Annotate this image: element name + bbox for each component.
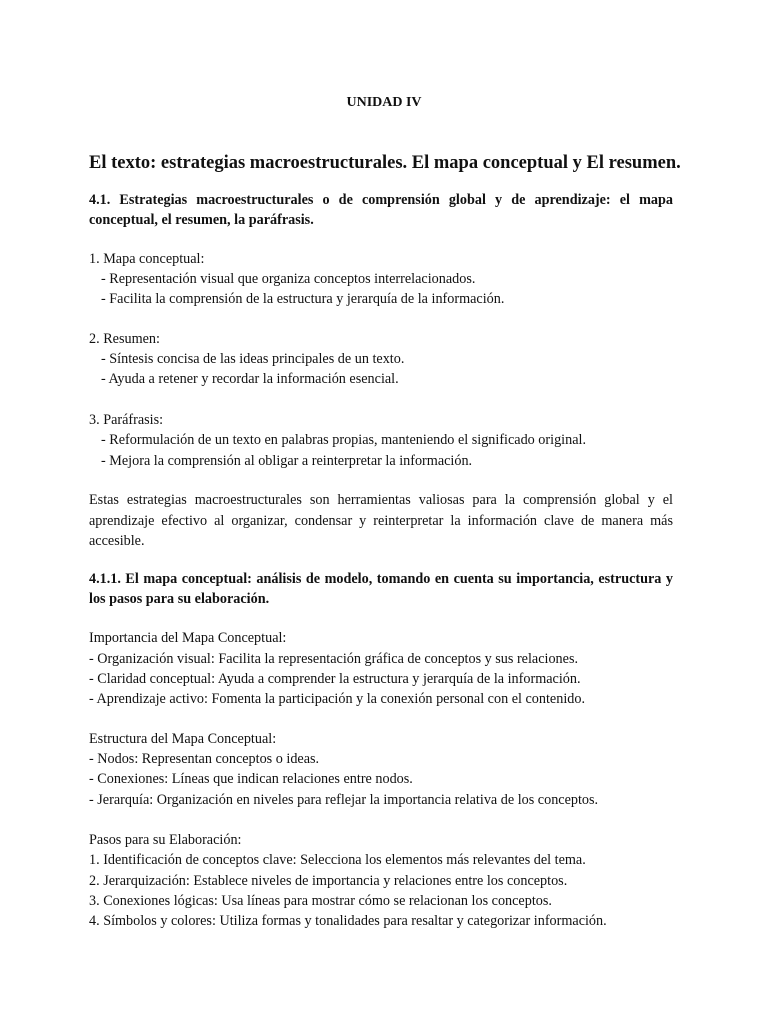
list-item: 1. Identificación de conceptos clave: Selecciona los elementos más relevantes del tema. [89, 852, 586, 868]
list-item: - Conexiones: Líneas que indican relaciones entre nodos. [89, 771, 413, 787]
list-heading-resumen: 2. Resumen: [89, 331, 160, 347]
section-heading-4-1-1: 4.1.1. El mapa conceptual: análisis de modelo, tomando en cuenta su importancia, estructura y los pasos para su elaboración. [89, 571, 673, 607]
document-title: El texto: estrategias macroestructurales. El mapa conceptual y El resumen. [89, 153, 681, 173]
summary-paragraph: Estas estrategias macroestructurales son herramientas valiosas para la comprensión global y el aprendizaje efectivo al organizar, condensar y reinterpretar la información clave de manera más accesible. [89, 492, 673, 549]
list-item: 3. Conexiones lógicas: Usa líneas para mostrar cómo se relacionan los conceptos. [89, 893, 552, 909]
list-item: - Jerarquía: Organización en niveles para reflejar la importancia relativa de los conceptos. [89, 792, 599, 808]
unit-heading: UNIDAD IV [346, 95, 422, 110]
list-item: - Representación visual que organiza conceptos interrelacionados. [101, 271, 476, 287]
list-item: - Aprendizaje activo: Fomenta la participación y la conexión personal con el contenido. [89, 691, 585, 707]
list-item: - Facilita la comprensión de la estructura y jerarquía de la información. [101, 291, 505, 307]
list-item: 4. Símbolos y colores: Utiliza formas y tonalidades para resaltar y categorizar información. [89, 913, 607, 929]
section-heading-4-1: 4.1. Estrategias macroestructurales o de comprensión global y de aprendizaje: el mapa conceptual, el resumen, la paráfrasis. [89, 192, 673, 228]
list-item: - Nodos: Representan conceptos o ideas. [89, 751, 320, 767]
list-item: - Organización visual: Facilita la representación gráfica de conceptos y sus relaciones. [89, 651, 579, 667]
list-item: - Reformulación de un texto en palabras propias, manteniendo el significado original. [101, 432, 586, 448]
list-item: - Claridad conceptual: Ayuda a comprender la estructura y jerarquía de la información. [89, 671, 581, 687]
importance-heading: Importancia del Mapa Conceptual: [89, 630, 287, 646]
list-item: - Ayuda a retener y recordar la información esencial. [101, 371, 399, 387]
list-heading-parafrasis: 3. Paráfrasis: [89, 412, 164, 428]
steps-heading: Pasos para su Elaboración: [89, 832, 242, 848]
list-item: 2. Jerarquización: Establece niveles de importancia y relaciones entre los conceptos. [89, 873, 568, 889]
structure-heading: Estructura del Mapa Conceptual: [89, 731, 277, 747]
list-heading-mapa: 1. Mapa conceptual: [89, 251, 205, 267]
list-item: - Síntesis concisa de las ideas principales de un texto. [101, 351, 405, 367]
list-item: - Mejora la comprensión al obligar a reinterpretar la información. [101, 453, 473, 469]
